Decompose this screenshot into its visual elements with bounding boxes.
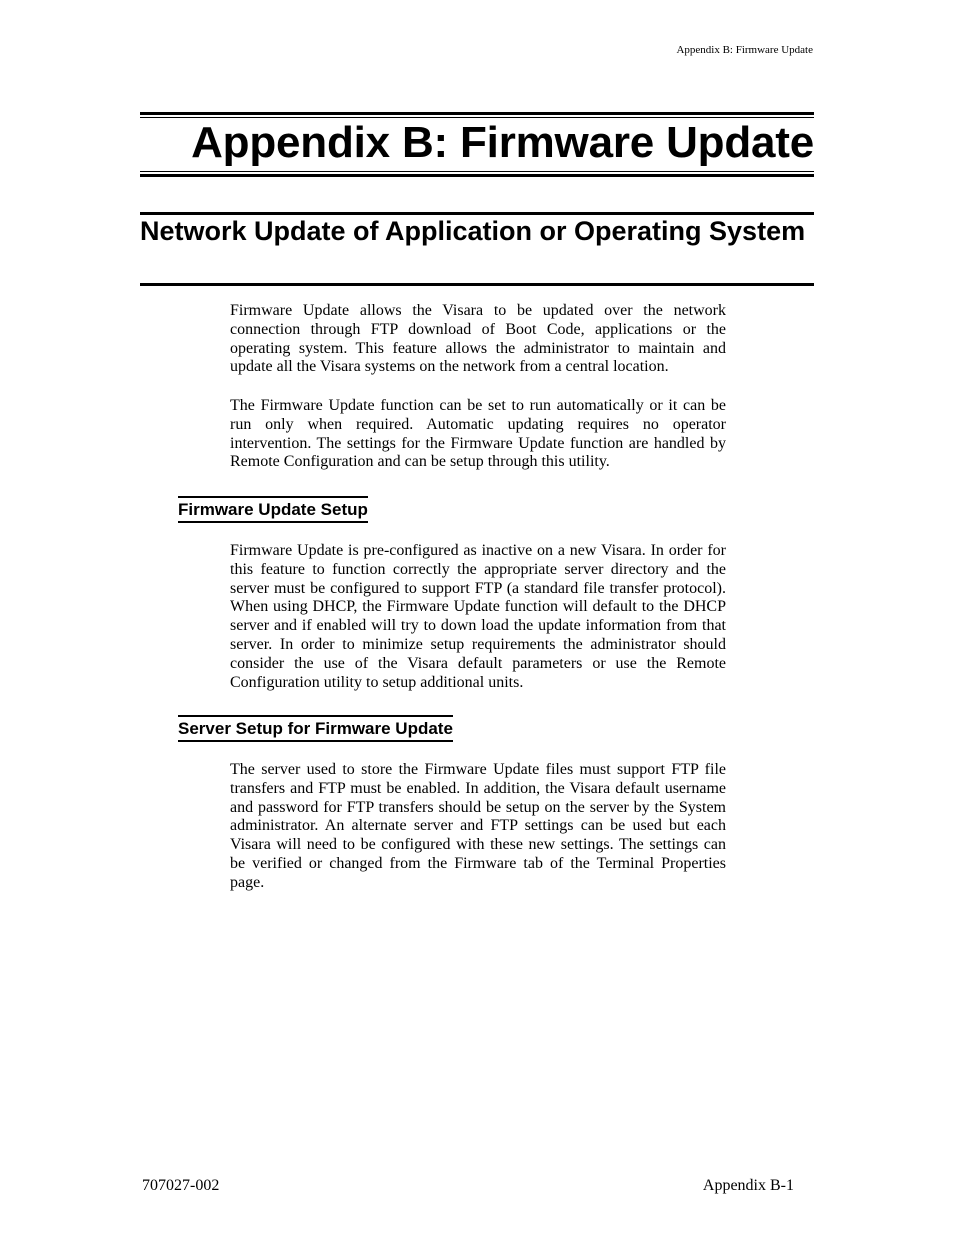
chapter-title: Appendix B: Firmware Update (191, 118, 814, 167)
section-title: Network Update of Application or Operating System (140, 216, 806, 246)
server-setup-heading: Server Setup for Firmware Update (178, 715, 453, 742)
title-rule-bottom-thin (140, 171, 814, 172)
title-rule-bottom (140, 174, 814, 177)
running-header: Appendix B: Firmware Update (676, 44, 813, 56)
intro-paragraph-2: The Firmware Update function can be set to run automatically or it can be run only when required. Automatic updating requires no operator intervention. The settings for the Firmware Update function are handled by Remote Configuration and can be setup through this utility. (230, 397, 726, 471)
footer-page-label: Appendix B-1 (702, 1177, 794, 1194)
firmware-update-setup-body: Firmware Update is pre-configured as inactive on a new Visara. In order for this feature to function correctly the appropriate server directory and the server must be configured to support FTP (a standard file transfer protocol). When using DHCP, the Firmware Update function will default to the DHCP server and if enabled will try to down load the update information from that server. In order to minimize setup requirements the administrator should consider the use of the Visara default parameters or use the Remote Configuration utility to setup additional units. (230, 542, 726, 691)
intro-paragraph-1: Firmware Update allows the Visara to be updated over the network connection through FTP download of Boot Code, applications or the operating system. This feature allows the administrator to maintain and update all the Visara systems on the network from a central location. (230, 302, 726, 376)
footer-doc-number: 707027-002 (142, 1177, 220, 1194)
section-rule-bottom (140, 283, 814, 286)
firmware-update-setup-heading: Firmware Update Setup (178, 496, 368, 523)
server-setup-body: The server used to store the Firmware Update files must support FTP file transfers and FTP must be enabled. In addition, the Visara default username and password for FTP transfers should be setup on the server by the System administrator. An alternate server and FTP settings can be used but each Visara will need to be configured with these new settings. The settings can be verified or changed from the Firmware tab of the Terminal Properties page. (230, 761, 726, 891)
